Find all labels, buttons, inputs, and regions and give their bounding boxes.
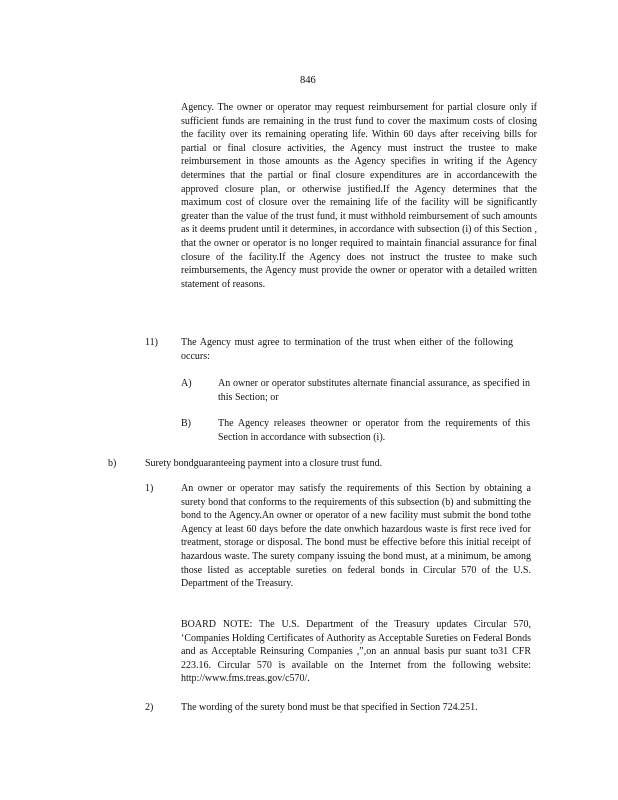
item-11-label: 11): [145, 337, 158, 348]
paragraph-1-text: An owner or operator may satisfy the requirements of this Section by obtaining a surety bond that conforms to the requirements of this subsection (b) and submitting the bond to the Agency.An owner or operator of a new facility must submit the bond tothe Agency at least 60 days before the date onwhich hazardous waste is first rece ived for treatment, storage or disposal. The bond must be effective before this initial receipt of hazardous waste. The surety company issuing the bond must, at a minimum, be among those listed as acceptable sureties on federal bonds in Circular 570 of the U.S. Department of the Treasury.: [181, 483, 531, 590]
subitem-b-text: The Agency releases theowner or operator from the requirements of this Section in accordance with subsection (i).: [218, 418, 530, 443]
item-11-text: The Agency must agree to termination of the trust when either of the following occurs:: [181, 337, 513, 362]
paragraph-1-label: 1): [145, 483, 154, 494]
board-note: BOARD NOTE: The U.S. Department of the Treasury updates Circular 570, ‘Companies Holding Certificates of Authority as Acceptable Sureties on Federal Bonds and as Acceptable Reinsuring Companies ,”,on an annual basis pur suant to31 CFR 223.16. Circular 570 is available on the Internet from the following website: http://www.fms.treas.gov/c570/.: [181, 619, 531, 685]
paragraph-2-text: The wording of the surety bond must be that specified in Section 724.251.: [181, 702, 478, 713]
page-number: 846: [300, 75, 316, 86]
continuation-paragraph: Agency. The owner or operator may request reimbursement for partial closure only if sufficient funds are remaining in the trust fund to cover the maximum costs of closing the facility over its remaining operating life. Within 60 days after receiving bills for partial or final closure activities, the Agency must instruct the trustee to make reimbursement in those amounts as the Agency specifies in writing if the Agency determines that the partial or final closure expenditures are in accordancewith the approved closure plan, or otherwise justified.If the Agency determines that the maximum cost of closure over the remaining life of the facility will be significantly greater than the value of the trust fund, it must withhold reimbursement of such amounts as it deems prudent until it determines, in accordance with subsection (i) of this Section , that the owner or operator is no longer required to maintain financial assurance for final closure of the facility.If the Agency does not instruct the trustee to make such reimbursements, the Agency must provide the owner or operator with a detailed written statement of reasons.: [181, 102, 537, 290]
paragraph-2-label: 2): [145, 702, 154, 713]
section-b-heading: Surety bondguaranteeing payment into a closure trust fund.: [145, 458, 383, 469]
subitem-b-label: B): [181, 418, 191, 429]
subitem-a-text: An owner or operator substitutes alternate financial assurance, as specified in this Section; or: [218, 378, 530, 403]
section-b-label: b): [108, 458, 117, 469]
subitem-a-label: A): [181, 378, 192, 389]
